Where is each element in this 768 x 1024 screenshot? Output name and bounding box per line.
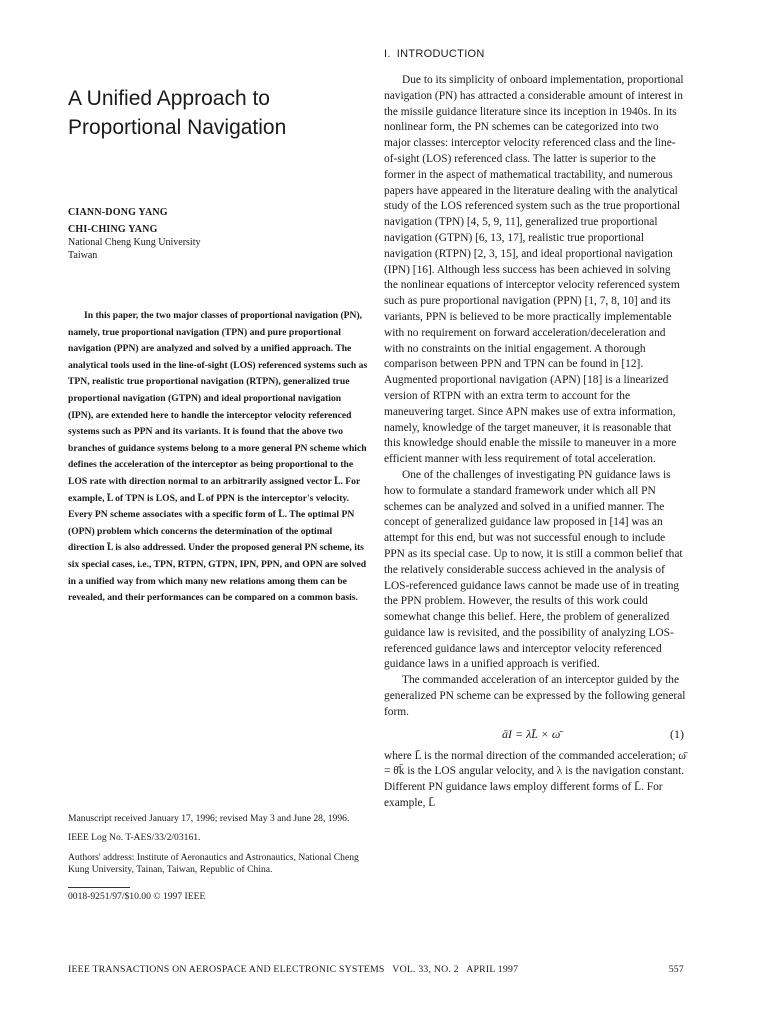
- journal-name: IEEE TRANSACTIONS ON AEROSPACE AND ELECTRONIC SYSTEMS: [68, 964, 385, 975]
- equation-number: (1): [670, 726, 684, 741]
- paragraph: One of the challenges of investigating PN guidance laws is how to formulate a standard framework under which all PN schemes can be analyzed and solved in a unified manner. The concept of generalized guidance law proposed in [14] was an attempt for this end, but was not successful enough to include PPN as its special case. Up to now, it is still a common belief that the relatively considerable success achieved in the analysis of LOS-referenced guidance laws cannot be made use of in treating the PPN problem. However, the results of this work could somewhat change this belief. Here, the problem of generalized guidance law is revisited, and the possibility of analyzing LOS-referenced guidance laws and interceptor velocity referenced guidance laws in a unified approach is verified.: [384, 468, 683, 671]
- paragraph: where L̄ is the normal direction of the commanded acceleration; ω̄ = θ̇k̄ is the LOS angular velocity, and λ is the navigation constant. Different PN guidance laws employ different forms of L̄. For example, L̄: [384, 749, 686, 810]
- author-affiliation: National Cheng Kung University: [68, 237, 201, 248]
- author-country: Taiwan: [68, 250, 98, 261]
- article-title: [68, 84, 368, 142]
- manuscript-note: Manuscript received January 17, 1996; revised May 3 and June 28, 1996.: [68, 813, 350, 824]
- title-line: A Unified Approach to: [68, 87, 270, 110]
- volume: VOL. 33, NO. 2: [392, 964, 459, 975]
- author-name: CIANN-DONG YANG: [68, 207, 168, 218]
- author-block: [68, 206, 368, 262]
- author-name: CHI-CHING YANG: [68, 224, 158, 235]
- equation-expression: āI = λL̄ × ω̄: [502, 726, 561, 741]
- footer-citation: [68, 964, 518, 975]
- issue-date: APRIL 1997: [466, 964, 519, 975]
- body-text: [384, 73, 686, 812]
- paragraph: Due to its simplicity of onboard implementation, proportional navigation (PN) has attracted a considerable amount of interest in the missile guidance literature since its inception in 1940s. In its nonlinear form, the PN schemes can be categorized into two major classes: interceptor velocity referenced class and the line-of-sight (LOS) referenced class. The latter is superior to the former in the aspect of mathematical tractability, and numerous papers have appeared in the literature dealing with the analytical study of the LOS referenced system such as the true proportional navigation (TPN) [4, 5, 9, 11], generalized true proportional navigation (GTPN) [6, 13, 17], realistic true proportional navigation (RTPN) [2, 3, 15], and ideal proportional navigation (IPN) [16]. Although less success has been achieved in solving the nonlinear equations of interceptor velocity referenced system such as pure proportional navigation (PPN) [1, 7, 8, 10] and its variants, PPN is believed to be more practically implementable with no requirement on forward acceleration/deceleration and with no constraints on the initial engagement. A thorough comparison between PPN and TPN can be found in [12]. Augmented proportional navigation (APN) [18] is a linearized version of RTPN with an extra term to account for the maneuvering target. Since APN makes use of extra information, namely, knowledge of the target maneuver, it is reasonable that this knowledge should enable the missile to maneuver in a more efficient manner with less requirement of total acceleration.: [384, 74, 684, 466]
- abstract-text: In this paper, the two major classes of proportional navigation (PN), namely, true proportional navigation (TPN) and pure proportional navigation (PPN) are analyzed and solved by a unified approach. The analytical tools used in the line-of-sight (LOS) referenced systems such as TPN, realistic true proportional navigation (RTPN), generalized true proportional navigation (GTPN) and ideal proportional navigation (IPN), are extended here to handle the interceptor velocity referenced systems such as PPN and its variants. It is found that the above two branches of guidance systems belong to a more general PN scheme which defines the acceleration of the interceptor as being proportional to the LOS rate with direction normal to an arbitrarily assigned vector L̄. For example, L̄ of TPN is LOS, and L̄ of PPN is the interceptor's velocity. Every PN scheme associates with a specific form of L̄. The optimal PN (OPN) problem which concerns the determination of the optimal direction L̄ is also addressed. Under the proposed general PN scheme, its six special cases, i.e., TPN, RTPN, GTPN, IPN, PPN, and OPN are solved in a unified way from which many new relations among them can be revealed, and their performances can be compared on a common basis.: [68, 310, 368, 604]
- page-footer: [68, 964, 684, 975]
- divider: [68, 887, 130, 888]
- authors-address: Authors' address: Institute of Aeronautics and Astronautics, National Cheng Kung University, Tainan, Taiwan, Republic of China.: [68, 851, 359, 876]
- footnotes: [68, 813, 368, 910]
- section-title: INTRODUCTION: [396, 48, 485, 60]
- ieee-log-number: IEEE Log No. T-AES/33/2/03161.: [68, 832, 201, 844]
- abstract: [68, 308, 368, 607]
- equation: [384, 721, 686, 749]
- section-heading: [384, 47, 686, 61]
- copyright-line: 0018-9251/97/$10.00 © 1997 IEEE: [68, 890, 206, 902]
- page-number: 557: [668, 964, 684, 975]
- paragraph: The commanded acceleration of an interceptor guided by the generalized PN scheme can be expressed by the following general form.: [384, 674, 686, 718]
- title-line: Proportional Navigation: [68, 116, 287, 139]
- section-number: I.: [384, 48, 391, 60]
